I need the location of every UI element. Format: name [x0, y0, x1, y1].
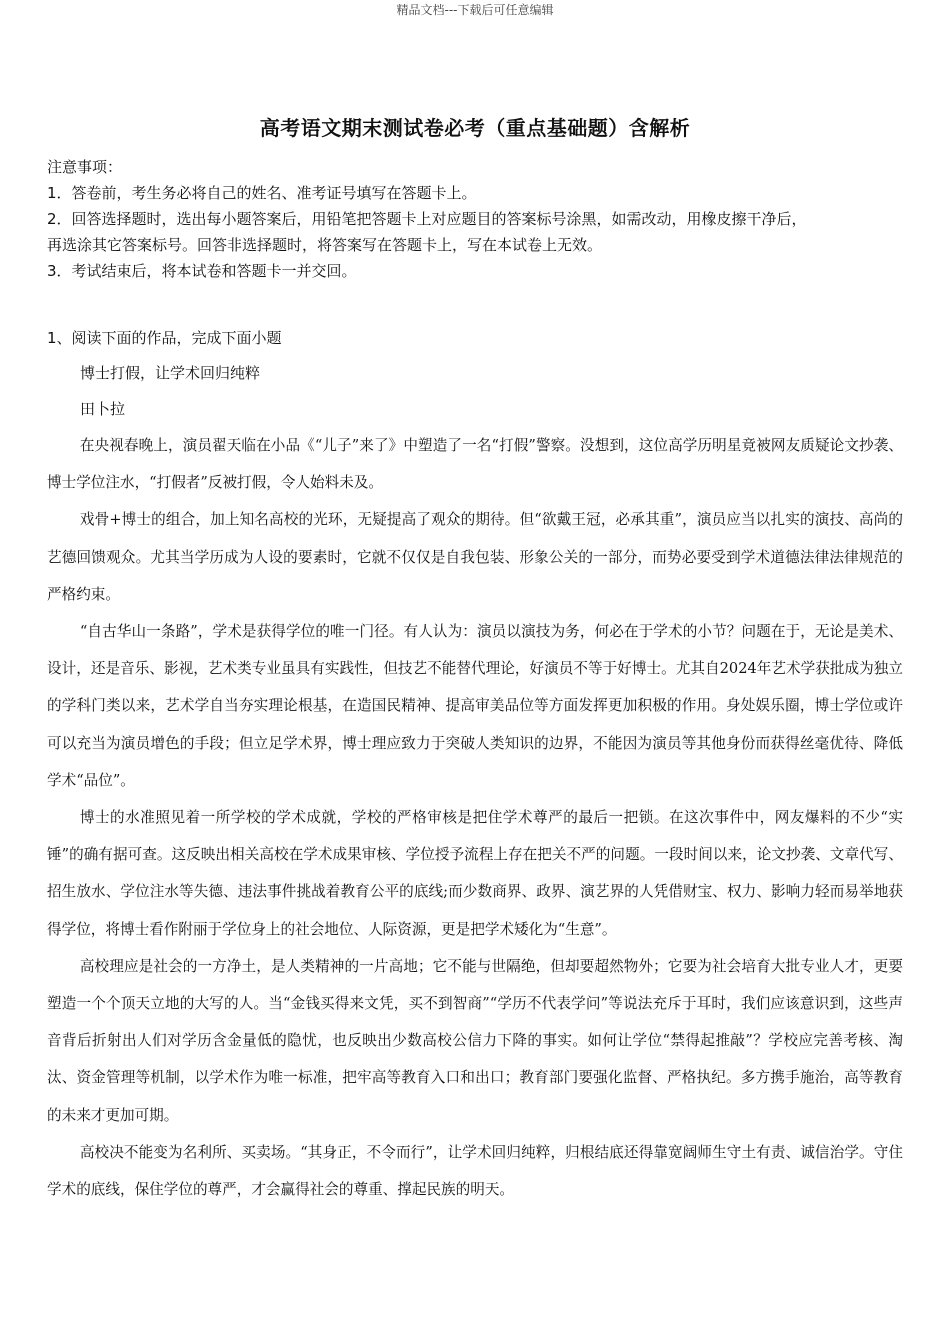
- notes-item: 2．回答选择题时，选出每小题答案后，用铅笔把答题卡上对应题目的答案标号涂黑，如需改动，用橡皮擦干净后，: [47, 210, 807, 228]
- notes-item: 1．答卷前，考生务必将自己的姓名、准考证号填写在答题卡上。: [47, 184, 477, 202]
- article-paragraph: 在央视春晚上，演员翟天临在小品《“儿子”来了》中塑造了一名“打假”警察。没想到，这位高学历明星竟被网友质疑论文抄袭、博士学位注水，“打假者”反被打假，令人始料未及。: [47, 437, 903, 492]
- article-body: [47, 427, 903, 1208]
- article-paragraph: 戏骨+博士的组合，加上知名高校的光环，无疑提高了观众的期待。但“欲戴王冠，必承其重”，演员应当以扎实的演技、高尚的艺德回馈观众。尤其当学历成为人设的要素时，它就不仅仅是自我包装、形象公关的一部分，而势必要受到学术道德法律法律规范的严格约束。: [47, 511, 903, 603]
- page-header: 精品文档---下载后可任意编辑: [396, 3, 554, 17]
- question-line: 1、阅读下面的作品，完成下面小题: [47, 329, 282, 347]
- notes-item: 3．考试结束后，将本试卷和答题卡一并交回。: [47, 262, 357, 280]
- article-paragraph: 高校决不能变为名利所、买卖场。“其身正，不令而行”，让学术回归纯粹，归根结底还得靠宽阔师生守土有责、诚信治学。守住学术的底线，保住学位的尊严，才会赢得社会的尊重、撑起民族的明天。: [47, 1143, 903, 1199]
- article-author: 田卜拉: [80, 400, 126, 418]
- notes-heading: 注意事项：: [47, 158, 123, 176]
- article-paragraph: 博士的水准照见着一所学校的学术成就，学校的严格审核是把住学术尊严的最后一把锁。在这次事件中，网友爆料的不少“实锤”的确有据可查。这反映出相关高校在学术成果审核、学位授予流程上存在把关不严的问题。一段时间以来，论文抄袭、文章代写、招生放水、学位注水等失德、违法事件挑战着教育公平的底线;而少数商界、政界、演艺界的人凭借财宝、权力、影响力轻而易举地获得学位，将博士看作附丽于学位身上的社会地位、人际资源，更是把学术矮化为“生意”。: [47, 809, 903, 938]
- article-paragraph: “自古华山一条路”，学术是获得学位的唯一门径。有人认为：演员以演技为务，何必在于学术的小节？问题在于，无论是美术、设计，还是音乐、影视，艺术类专业虽具有实践性，但技艺不能替代理论，好演员不等于好博士。尤其自2024年艺术学获批成为独立的学科门类以来，艺术学自当夯实理论根基，在造国民精神、提高审美品位等方面发挥更加积极的作用。身处娱乐圈，博士学位或许可以充当为演员增色的手段；但立足学术界，博士理应致力于突破人类知识的边界，不能因为演员等其他身份而获得丝毫优待、降低学术“品位”。: [47, 623, 903, 789]
- article-title: 博士打假，让学术回归纯粹: [80, 364, 261, 382]
- article-paragraph: 高校理应是社会的一方净土，是人类精神的一片高地；它不能与世隔绝，但却要超然物外；它要为社会培育大批专业人才，更要塑造一个个顶天立地的大写的人。当“金钱买得来文凭，买不到智商”“学历不代表学问”等说法充斥于耳时，我们应该意识到，这些声音背后折射出人们对学历含金量低的隐忧，也反映出少数高校公信力下降的事实。如何让学位“禁得起推敲”？学校应完善考核、淘汰、资金管理等机制，以学术作为唯一标准，把牢高等教育入口和出口；教育部门要强化监督、严格执纪。多方携手施治，高等教育的未来才更加可期。: [47, 957, 903, 1124]
- page-title: 高考语文期末测试卷必考（重点基础题）含解析: [259, 116, 691, 140]
- notes-item: 再选涂其它答案标号。回答非选择题时，将答案写在答题卡上，写在本试卷上无效。: [47, 236, 603, 254]
- notes-section: [47, 154, 907, 284]
